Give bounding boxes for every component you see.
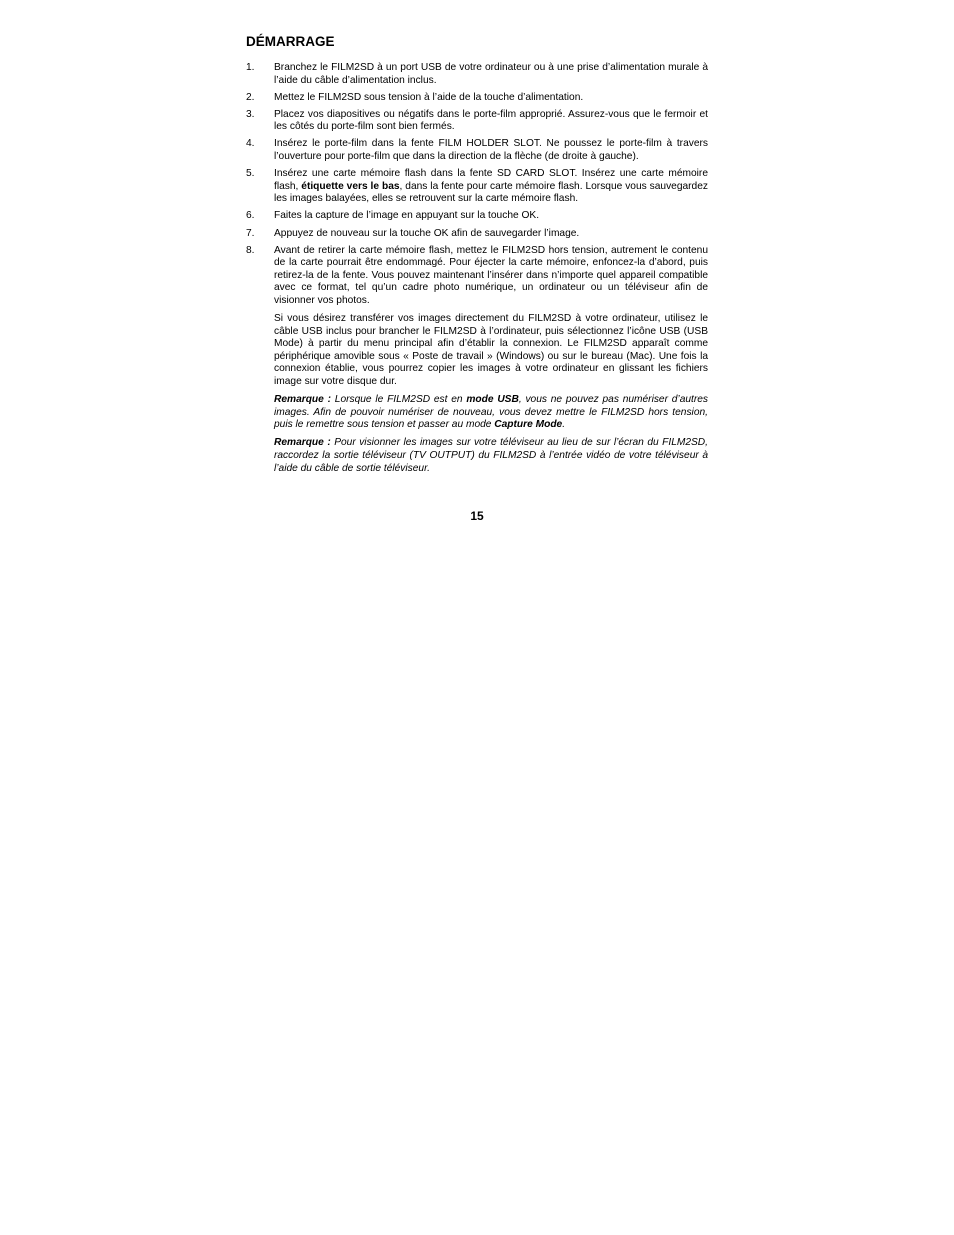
step-5 — [246, 168, 708, 206]
step-number: 8. — [246, 244, 255, 256]
step-text: Branchez le FILM2SD à un port USB de votre ordinateur ou à une prise d’alimentation murale à l’aide du câble d’alimentation inclus. — [274, 62, 708, 86]
note-tv-output — [274, 437, 708, 475]
step-text: Avant de retirer la carte mémoire flash, mettez le FILM2SD hors tension, autrement le contenu de la carte pourrait être endommagé. Pour éjecter la carte mémoire, enfoncez-la d’abord, puis retirez-la de la fente. Vous pouvez maintenant l’insérer dans n’importe quel appareil compatible avec ce format, tel qu’un cadre photo numérique, un ordinateur ou un téléviseur afin de visionner vos photos. — [274, 244, 708, 306]
section-heading: DÉMARRAGE — [246, 34, 335, 49]
step-number: 2. — [246, 91, 255, 103]
step-number: 6. — [246, 210, 255, 222]
step-2 — [246, 92, 708, 105]
step-number: 5. — [246, 168, 255, 180]
note-label: Remarque : — [274, 394, 331, 406]
note-usb-mode — [274, 394, 708, 432]
page-number: 15 — [470, 509, 484, 523]
step-6 — [246, 210, 708, 223]
note-text-part: , vous ne pouvez pas numériser d’autres images. Afin de pouvoir numériser de nouveau, vous devez mettre le FILM2SD hors tension, puis le remettre sous tension et passer au mode — [274, 394, 709, 431]
emphasis-text: Capture Mode — [494, 419, 563, 431]
step-text: Insérez le porte-film dans la fente FILM HOLDER SLOT. Ne poussez le porte-film à travers l’ouverture pour porte-film que dans la direction de la flèche (de droite à gauche). — [274, 138, 708, 163]
emphasis-text: mode USB — [466, 394, 519, 406]
step-1 — [246, 62, 708, 87]
step-number: 4. — [246, 138, 255, 150]
step-text — [274, 168, 708, 206]
step-3 — [246, 109, 708, 134]
note-text-part: Pour visionner les images sur votre téléviseur au lieu de sur l’écran du FILM2SD, raccordez la sortie téléviseur (TV OUTPUT) du FILM2SD à l’entrée vidéo de votre téléviseur à l’aide du câble de sortie téléviseur. — [274, 437, 708, 474]
note-text-part: . — [562, 419, 566, 431]
usb-paragraph: Si vous désirez transférer vos images directement du FILM2SD à votre ordinateur, utilisez le câble USB inclus pour brancher le FILM2SD à l’ordinateur, puis sélectionnez l’icône USB (USB Mode) à partir du menu principal afin d’établir la connexion. Le FILM2SD apparaît comme périphérique amovible sous « Poste de travail » (Windows) ou sur le bureau (Mac). Une fois la connexion établie, vous pourrez copier les images à votre ordinateur en glissant les fichiers image sur votre disque dur. — [274, 313, 708, 388]
step-number: 1. — [246, 62, 255, 73]
step-number: 7. — [246, 227, 255, 239]
step-8 — [246, 245, 708, 476]
note-label: Remarque : — [274, 437, 331, 449]
emphasis-text: étiquette vers le bas — [301, 180, 400, 192]
step-text: Faites la capture de l’image en appuyant sur la touche OK. — [274, 210, 540, 222]
step-text-part: Insérez une carte mémoire flash dans la fente SD CARD SLOT. Insérez une carte mémoire flash, — [274, 168, 708, 192]
step-text: Mettez le FILM2SD sous tension à l’aide de la touche d’alimentation. — [274, 91, 584, 103]
steps-list — [246, 62, 708, 475]
step-text: Appuyez de nouveau sur la touche OK afin de sauvegarder l’image. — [274, 227, 580, 239]
step-text-part: , dans la fente pour carte mémoire flash. Lorsque vous sauvegardez les images balayées, elles se retrouvent sur la carte mémoire flash. — [274, 180, 708, 205]
step-number: 3. — [246, 108, 255, 120]
document-page — [246, 34, 708, 480]
step-text: Placez vos diapositives ou négatifs dans le porte-film approprié. Assurez-vous que le fermoir et les côtés du porte-film sont bien fermés. — [274, 108, 708, 133]
step-7 — [246, 228, 708, 241]
note-text-part: Lorsque le FILM2SD est en — [331, 394, 467, 406]
step-4 — [246, 138, 708, 163]
